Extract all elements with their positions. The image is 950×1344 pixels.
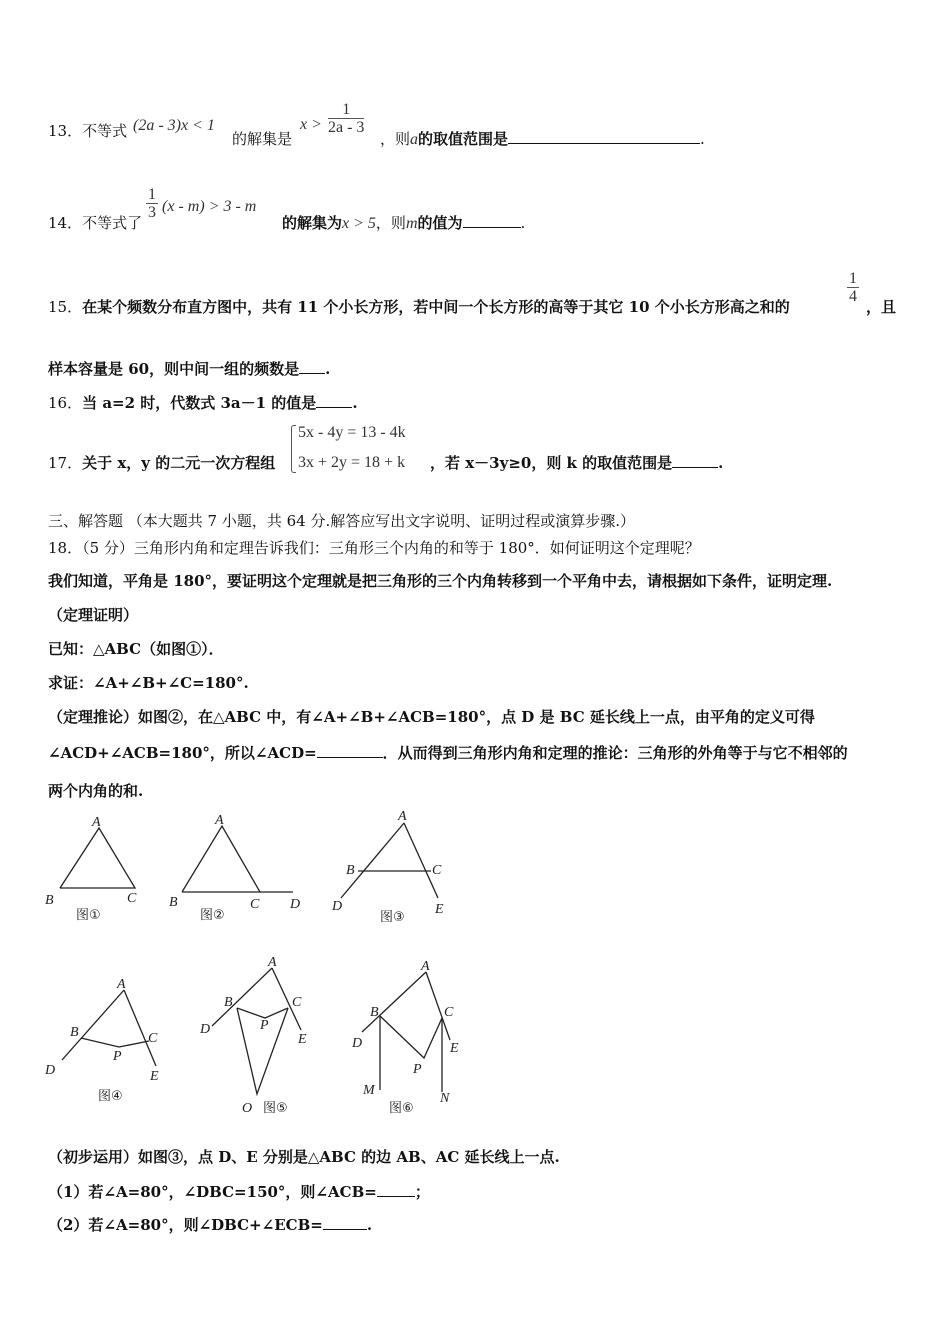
fig2-label-c: C <box>250 897 260 912</box>
q15-text1: 在某个频数分布直方图中，共有 11 个小长方形，若中间一个长方形的高等于其它 10 个小长方形高之和的 <box>82 298 790 316</box>
q14-expression: (x - m) > 3 - m <box>162 198 257 215</box>
q17-end: . <box>718 454 724 472</box>
q14-prefix: 不等式了 <box>82 214 143 232</box>
q13-number: 13． <box>48 122 83 140</box>
fig3-label-e: E <box>435 902 444 917</box>
figure-6-side-ab <box>362 972 426 1032</box>
fig4-label-a: A <box>117 977 126 992</box>
q14-tail <box>282 212 525 233</box>
fig3-caption: 图③ <box>380 910 405 925</box>
q13-tail <box>380 128 705 149</box>
question-13 <box>48 120 127 141</box>
fig1-label-b: B <box>45 893 54 908</box>
q13-var: a <box>410 131 419 148</box>
q16-end: . <box>352 394 358 412</box>
q18-p8: （初步运用）如图③，点 D、E 分别是△ABC 的边 AB、AC 延长线上一点. <box>48 1148 560 1166</box>
figure-4-bisectors <box>81 1038 149 1047</box>
figure-1-triangle <box>60 828 135 888</box>
fig2-label-b: B <box>169 895 178 910</box>
q15-end: . <box>325 360 331 378</box>
fig5-label-p: P <box>260 1018 269 1033</box>
q18-p1: 我们知道，平角是 180°，要证明这个定理就是把三角形的三个内角转移到一个平角中去，请根据如下条件，证明定理. <box>48 572 833 590</box>
q18-p6b: ．从而得到三角形内角和定理的推论：三角形的外角等于与它不相邻的 <box>382 744 848 762</box>
question-17 <box>48 452 275 473</box>
q18-acd-blank[interactable] <box>317 743 383 758</box>
q18-p5: （定理推论）如图②，在△ABC 中，有∠A+∠B+∠ACB=180°，点 D 是 BC 延长线上一点，由平角的定义可得 <box>48 708 815 726</box>
fig3-label-a: A <box>398 809 407 824</box>
figure-5-bc-path <box>237 1008 288 1018</box>
fig2-label-a: A <box>215 813 224 828</box>
q13-tail-text: 的取值范围是 <box>418 130 509 148</box>
q13-solution-lhs: x > <box>300 116 322 133</box>
q13-frac-num: 1 <box>328 101 364 119</box>
fig5-label-c: C <box>292 995 302 1010</box>
fig4-label-e: E <box>150 1069 159 1084</box>
fig1-caption: 图① <box>76 908 101 923</box>
q18-p6 <box>48 742 848 763</box>
q18-p4: 求证：∠A+∠B+∠C=180°. <box>48 674 249 692</box>
q14-blank[interactable] <box>463 213 521 228</box>
figure-3-side-ac <box>404 823 438 898</box>
q13-prefix: 不等式 <box>82 122 128 140</box>
q14-frac-num: 1 <box>148 186 156 203</box>
q17-equation-1: 5x - 4y = 13 - 4k <box>298 424 406 441</box>
q18-p2: （定理证明） <box>48 606 139 624</box>
q18-p9 <box>48 1181 430 1202</box>
q17-prefix: 关于 x，y 的二元一次方程组 <box>82 454 276 472</box>
q15-text1-end: ，且 <box>866 298 897 316</box>
fig5-caption: 图⑤ <box>263 1101 288 1116</box>
q13-mid: 的解集是 <box>232 130 293 148</box>
fig5-label-d: D <box>200 1022 211 1037</box>
section-3-heading: 三、解答题 （本大题共 7 小题，共 64 分.解答应写出文字说明、证明过程或演算步骤.） <box>48 512 636 530</box>
q14-tail-text: 的值为 <box>417 214 463 232</box>
q18-sum-blank[interactable] <box>323 1215 367 1230</box>
q13-mid2: ，则 <box>380 130 411 148</box>
question-16 <box>48 392 358 413</box>
q18-head: 18．（5 分）三角形内角和定理告诉我们：三角形三个内角的和等于 180°．如何证明这个定理呢？ <box>48 539 700 557</box>
fig6-label-d: D <box>352 1036 363 1051</box>
q15-number: 15． <box>48 298 83 316</box>
q15-frac-den: 4 <box>849 288 857 305</box>
figure-6-bpc <box>380 1016 442 1058</box>
q18-p10a: （2）若∠A=80°，则∠DBC+∠ECB= <box>48 1216 323 1234</box>
question-14 <box>48 212 142 233</box>
q13-fraction <box>328 101 364 136</box>
fig2-label-d: D <box>290 897 301 912</box>
fig5-label-b: B <box>224 995 233 1010</box>
figure-3-side-ab <box>341 823 404 898</box>
fig6-label-m: M <box>363 1083 375 1098</box>
q18-p9a: （1）若∠A=80°，∠DBC=150°，则∠ACB= <box>48 1183 377 1201</box>
q14-frac-den: 3 <box>148 204 156 221</box>
fig1-label-c: C <box>127 891 137 906</box>
q15-fraction <box>847 270 859 305</box>
figure-4-side-ac <box>124 990 156 1066</box>
q17-number: 17． <box>48 454 83 472</box>
q14-number: 14． <box>48 214 83 232</box>
question-15-line1 <box>48 296 790 317</box>
figures-panel <box>0 800 520 1130</box>
fig5-label-a: A <box>268 955 277 970</box>
fig3-label-b: B <box>346 863 355 878</box>
q15-frac-num: 1 <box>849 270 857 287</box>
q13-frac-den: 2a - 3 <box>328 119 365 136</box>
fig5-label-e: E <box>298 1032 307 1047</box>
fig2-caption: 图② <box>200 908 225 923</box>
fig6-label-p: P <box>413 1062 422 1077</box>
fig6-caption: 图⑥ <box>389 1101 414 1116</box>
q18-p10b: . <box>366 1216 373 1234</box>
q13-inequality: (2a - 3)x < 1 <box>133 117 215 134</box>
q15-blank[interactable] <box>299 359 325 374</box>
fig6-label-c: C <box>444 1005 454 1020</box>
q17-equation-2: 3x + 2y = 18 + k <box>298 454 406 471</box>
fig5-label-o: O <box>242 1101 253 1116</box>
q14-mid2: ，则 <box>375 214 406 232</box>
q15-text2: 样本容量是 60，则中间一组的频数是 <box>48 360 300 378</box>
q14-solution: x > 5 <box>342 215 376 232</box>
fig1-label-a: A <box>92 815 101 830</box>
q17-tail <box>430 452 723 473</box>
q18-p6a: ∠ACD+∠ACB=180°，所以∠ACD= <box>48 744 317 762</box>
q18-p3: 已知：△ABC（如图①）． <box>48 640 224 658</box>
q16-blank[interactable] <box>316 393 352 408</box>
fig3-label-d: D <box>332 899 343 914</box>
q14-mid: 的解集为 <box>282 214 343 232</box>
fig4-label-c: C <box>148 1031 158 1046</box>
fig4-label-d: D <box>45 1063 56 1078</box>
fig6-label-b: B <box>370 1005 379 1020</box>
fig6-label-e: E <box>450 1041 459 1056</box>
figure-2-triangle <box>182 826 260 892</box>
q16-number: 16． <box>48 394 83 412</box>
question-15-line2 <box>48 358 330 379</box>
q13-end: . <box>700 130 705 148</box>
q18-p9b: ； <box>414 1183 430 1201</box>
q14-end: . <box>520 214 526 232</box>
q16-text: 当 a=2 时，代数式 3a－1 的值是 <box>82 394 317 412</box>
q18-p10 <box>48 1214 372 1235</box>
fig3-label-c: C <box>432 863 442 878</box>
q14-fraction <box>146 186 158 221</box>
fig4-label-b: B <box>70 1025 79 1040</box>
fig4-caption: 图④ <box>98 1089 123 1104</box>
q18-acb-blank[interactable] <box>377 1182 415 1197</box>
q17-blank[interactable] <box>672 453 718 468</box>
fig4-label-p: P <box>113 1049 122 1064</box>
fig6-label-a: A <box>421 959 430 974</box>
fig6-label-n: N <box>440 1091 450 1106</box>
q14-var: m <box>405 215 418 232</box>
q18-p7: 两个内角的和. <box>48 782 144 800</box>
q13-blank[interactable] <box>508 129 700 144</box>
q17-tail-text: ，若 x－3y≥0，则 k 的取值范围是 <box>430 454 673 472</box>
q17-brace <box>291 425 296 473</box>
